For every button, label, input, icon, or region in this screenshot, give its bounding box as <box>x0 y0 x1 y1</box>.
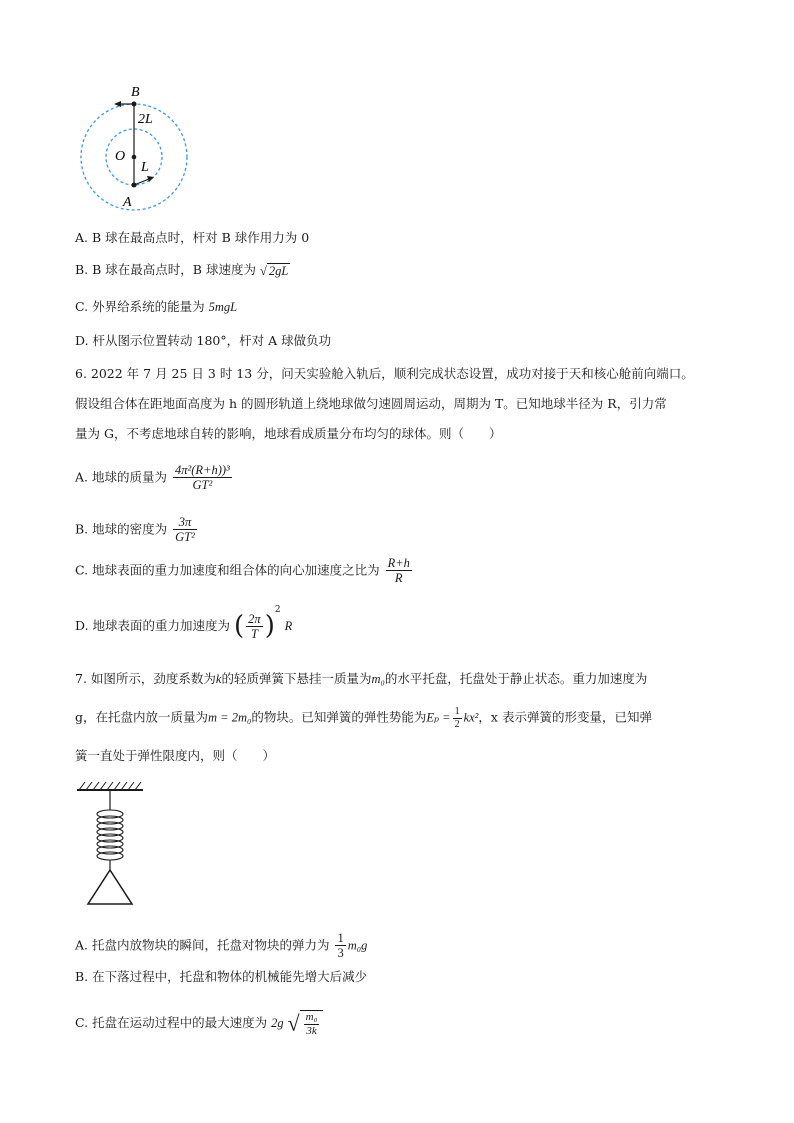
sqrt-radicand: 2gL <box>268 263 289 278</box>
exponent: 2 <box>274 605 281 615</box>
q6-option-d-post: R <box>284 619 293 633</box>
label-B: B <box>131 85 140 100</box>
fraction-numerator: 2π <box>248 611 261 626</box>
q6-option-b-fraction <box>173 515 197 545</box>
rotating-rod-figure <box>76 82 196 212</box>
fraction-denominator: T <box>250 627 258 641</box>
q7-mass-eq: m = 2m₀ <box>208 710 252 725</box>
q6-stem-line2: 假设组合体在距地面高度为 h 的圆形轨道上绕地球做匀速圆周运动，周期为 T。已知地球半径为 R，引力常 <box>75 396 667 411</box>
q5-option-c-text: C. 外界给系统的能量为 <box>75 299 205 314</box>
q7-ep: Eₚ = <box>426 710 451 725</box>
q5-option-b-text: B. B 球在最高点时，B 球速度为 <box>75 262 256 277</box>
sqrt-fraction: √ $\frac{\text{m₀}}{3k}$ <box>288 1010 324 1037</box>
q6-option-b-text: B. 地球的密度为 <box>75 521 168 537</box>
q7-option-c-text: C. 托盘在运动过程中的最大速度为 <box>75 1015 268 1031</box>
q7-stem-line1 <box>75 671 647 687</box>
q6-option-c-fraction <box>386 556 412 586</box>
q7-option-a-post: m₀g <box>347 938 368 953</box>
label-A: A <box>123 195 132 210</box>
q7-option-a <box>75 931 367 961</box>
q7-option-a-text: A. 托盘内放物块的瞬间，托盘对物块的弹力为 <box>75 937 330 953</box>
q7-m0: m₀ <box>371 672 385 686</box>
label-L: L <box>141 160 149 175</box>
q5-option-c <box>75 299 237 315</box>
q7-stem2-text-g: ，x 表示弹簧的形变量，已知弹 <box>478 709 652 725</box>
fraction-numerator: R+h <box>387 556 410 570</box>
q5-option-d: D. 杆从图示位置转动 180°，杆对 A 球做负功 <box>75 333 332 348</box>
label-2L: 2L <box>138 112 153 127</box>
fraction-numerator: 1 <box>337 931 344 945</box>
q6-option-a-fraction <box>173 463 232 493</box>
q7-option-c-fraction <box>304 1011 320 1037</box>
sqrt-radicand <box>300 1010 324 1037</box>
fraction-numerator: 3π <box>173 515 197 530</box>
q5-option-b <box>75 262 290 279</box>
q7-option-c <box>75 1010 323 1037</box>
q7-stem-line3: 簧一直处于弹性限度内，则（ ） <box>75 748 276 763</box>
paren-left: ( <box>234 610 245 641</box>
q6-option-d-fraction <box>246 612 263 642</box>
fraction-denominator: GT² <box>192 478 213 493</box>
fraction-denominator: 2 <box>454 718 460 730</box>
fraction-numerator: 1 <box>454 706 460 717</box>
q6-stem-line3: 量为 G，不考虑地球自转的影响，地球看成质量分布均匀的球体。则（ ） <box>75 426 502 441</box>
q7-option-b: B. 在下落过程中，托盘和物体的机械能先增大后减少 <box>75 969 368 984</box>
q6-option-a-text: A. 地球的质量为 <box>75 469 167 485</box>
sqrt-2gL: √ 2gL <box>259 263 289 278</box>
q7-stem-text-a: 7. 如图所示，劲度系数为 <box>75 671 216 686</box>
fraction-denominator: 3k <box>306 1024 317 1037</box>
q6-option-b <box>75 515 199 545</box>
q7-option-a-fraction <box>335 931 345 961</box>
fraction-denominator: 3 <box>337 946 344 961</box>
q7-option-c-coef: 2g <box>271 1016 284 1031</box>
fraction-numerator: m₀ <box>305 1011 318 1023</box>
q5-option-c-math: 5mgL <box>208 300 238 314</box>
q7-stem2-text-c: 的物块。已知弹簧的弹性势能为 <box>251 709 427 725</box>
fraction-denominator: R <box>394 571 403 586</box>
spring-tray-figure <box>75 780 155 910</box>
q6-option-c-text: C. 地球表面的重力加速度和组合体的向心加速度之比为 <box>75 562 380 578</box>
q7-half-fraction <box>453 706 462 730</box>
q7-stem-line2 <box>75 706 652 730</box>
fraction-denominator: GT² <box>175 530 195 545</box>
q7-kx2: kx² <box>463 710 479 725</box>
label-O: O <box>115 149 126 164</box>
q7-stem-text-e: 的水平托盘，托盘处于静止状态。重力加速度为 <box>384 671 648 686</box>
q6-stem-line1: 6. 2022 年 7 月 25 日 3 时 13 分，问天实验舱入轨后，顺利完成状态设置，成功对接于天和核心舱前向端口。 <box>75 366 694 381</box>
q6-option-d-text: D. 地球表面的重力加速度为 <box>75 618 231 633</box>
q6-option-c <box>75 556 414 586</box>
q7-stem-text-c: 的轻质弹簧下悬挂一质量为 <box>221 671 372 686</box>
fraction-numerator: 4π²(R+h))³ <box>174 463 230 477</box>
q6-option-a <box>75 463 234 493</box>
paren-right: ) <box>264 610 275 641</box>
q7-stem2-text-a: g，在托盘内放一质量为 <box>75 709 209 725</box>
q6-option-d <box>75 605 292 642</box>
q5-option-a: A. B 球在最高点时，杆对 B 球作用力为 0 <box>75 230 310 245</box>
q7-k: k <box>215 672 222 686</box>
